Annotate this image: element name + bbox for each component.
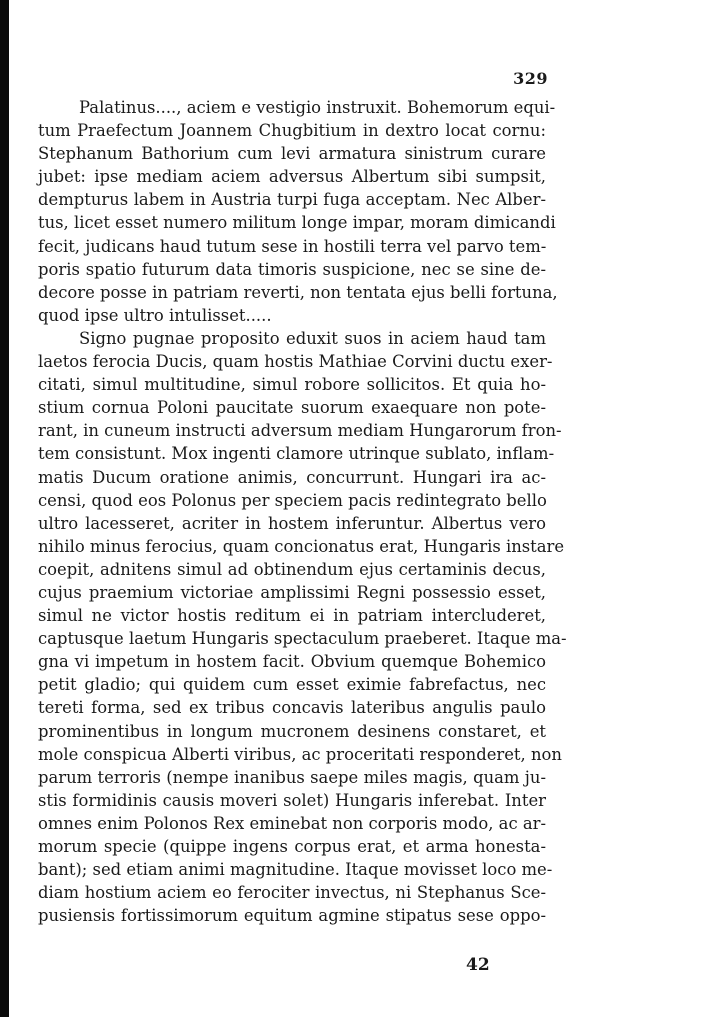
text-line: nihilo minus ferocius, quam concionatus erat, Hungaris instare [38,536,565,556]
text-line: quod ipse ultro intulisset..... [38,305,272,325]
text-line: fecit, judicans haud tutum sese in hostili terra vel parvo tem- [38,236,547,256]
text-line: cujus praemium victoriae amplissimi Regni possessio esset, [38,582,546,602]
text-line: dempturus labem in Austria turpi fuga acceptam. Nec Alber- [38,190,546,210]
text-line: petit gladio; qui quidem cum esset eximie fabrefactus, nec [38,675,546,695]
text-line: tus, licet esset numero militum longe impar, moram dimicandi [38,213,556,233]
text-line: stium cornua Poloni paucitate suorum exaequare non pote- [38,398,546,418]
text-line: gna vi impetum in hostem facit. Obvium quemque Bohemico [38,652,546,672]
text-line: tum Praefectum Joannem Chugbitium in dextro locat cornu: [38,121,546,141]
text-line: citati, simul multitudine, simul robore sollicitos. Et quia ho- [38,375,546,395]
text-line: Stephanum Bathorium cum levi armatura sinistrum curare [38,144,546,164]
text-line: pusiensis fortissimorum equitum agmine stipatus sese oppo- [38,906,546,926]
text-line: Signo pugnae proposito eduxit suos in aciem haud tam [79,328,546,348]
text-line: tereti forma, sed ex tribus concavis lateribus angulis paulo [38,698,546,718]
text-line: Palatinus...., aciem e vestigio instruxit. Bohemorum equi- [79,98,556,117]
text-line: decore posse in patriam reverti, non tentata ejus belli fortuna, [38,282,558,302]
signature-mark: 42 [466,955,490,975]
page-number: 329 [513,69,548,88]
text-line: parum terroris (nempe inanibus saepe miles magis, quam ju- [38,767,546,787]
text-line: censi, quod eos Polonus per speciem pacis redintegrato bello [38,490,547,510]
text-line: matis Ducum oratione animis, concurrunt. Hungari ira ac- [38,467,546,487]
text-line: mole conspicua Alberti viribus, ac proceritati responderet, non [38,744,562,764]
text-line: coepit, adnitens simul ad obtinendum ejus certaminis decus, [38,559,546,579]
text-line: diam hostium aciem eo ferociter invectus, ni Stephanus Sce- [38,883,546,903]
scan-binding-edge [0,0,9,1017]
text-line: poris spatio futurum data timoris suspicione, nec se sine de- [38,259,546,279]
text-line: ultro lacesseret, acriter in hostem inferuntur. Albertus vero [38,513,546,533]
text-line: bant); sed etiam animi magnitudine. Itaque movisset loco me- [38,860,553,880]
text-line: prominentibus in longum mucronem desinens constaret, et [38,721,546,741]
body-text [38,96,567,927]
text-line: laetos ferocia Ducis, quam hostis Mathiae Corvini ductu exer- [38,352,553,372]
text-line: rant, in cuneum instructi adversum mediam Hungarorum fron- [38,421,562,441]
text-line: simul ne victor hostis reditum ei in patriam intercluderet, [38,606,546,626]
text-line: morum specie (quippe ingens corpus erat, et arma honesta- [38,837,546,856]
text-line: tem consistunt. Mox ingenti clamore utrinque sublato, inflam- [38,444,555,464]
text-line: stis formidinis causis moveri solet) Hungaris inferebat. Inter [38,790,546,810]
text-line: omnes enim Polonos Rex eminebat non corporis modo, ac ar- [38,813,546,833]
text-line: jubet: ipse mediam aciem adversus Albertum sibi sumpsit, [38,167,546,187]
text-line: captusque laetum Hungaris spectaculum praeberet. Itaque ma- [38,629,567,649]
